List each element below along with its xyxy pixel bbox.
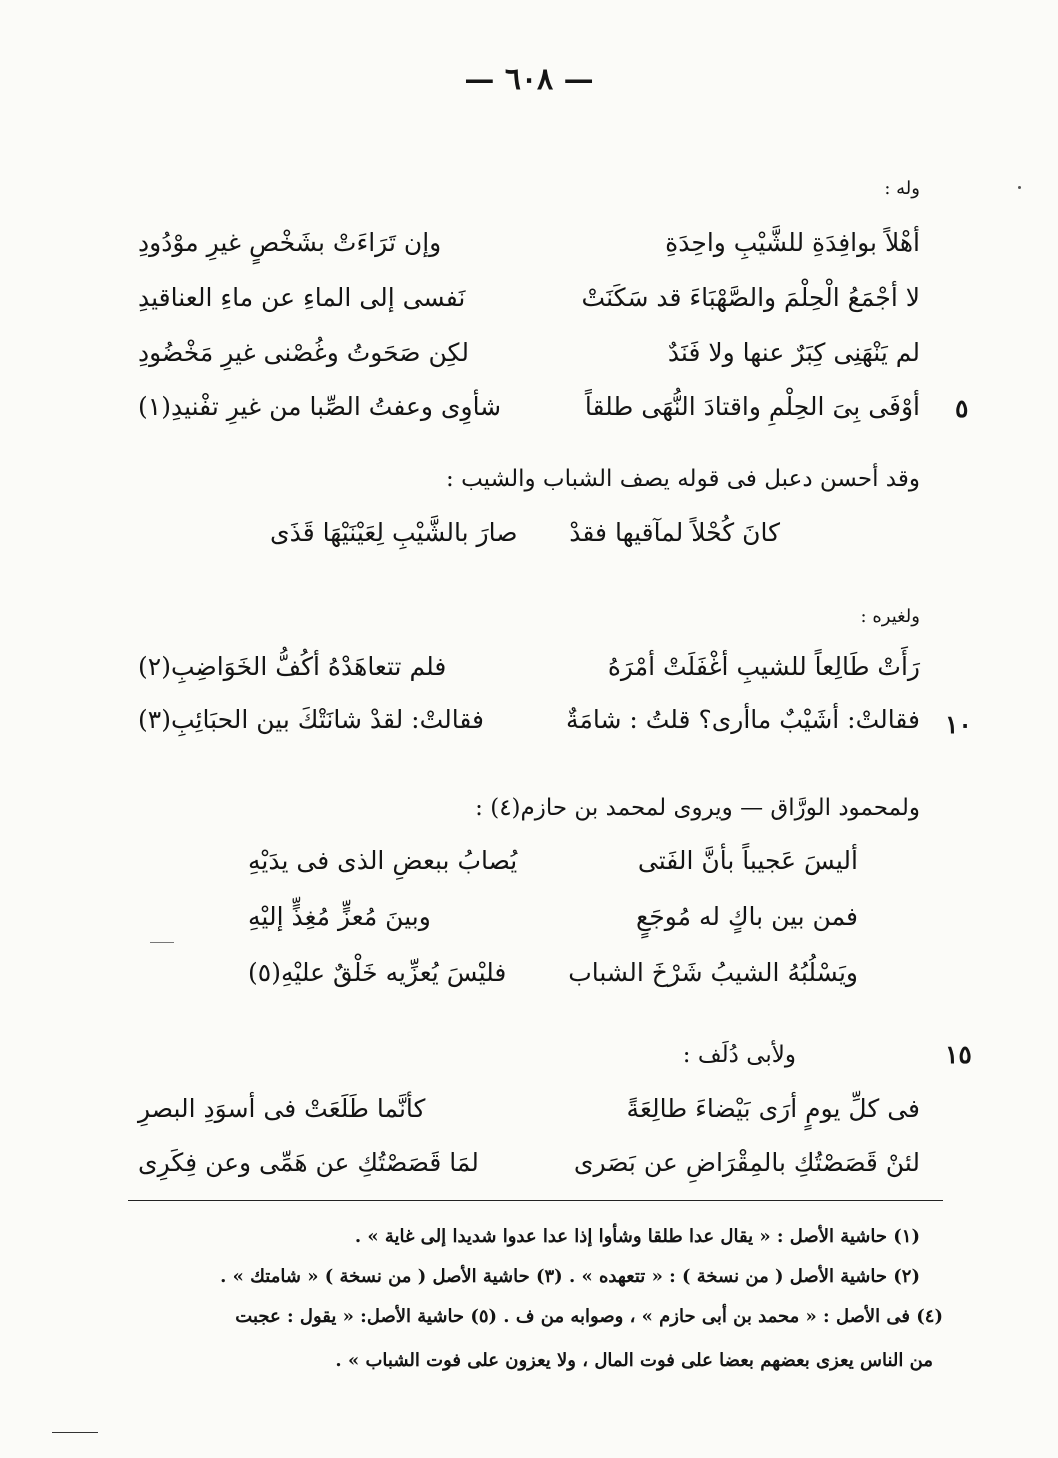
verse-second-hemistich: صارَ بالشَّيْبِ لِعَيْنَيْهَا قَذَى: [270, 518, 518, 547]
verse-line: [270, 518, 780, 547]
verse-first-hemistich: لم يَنْهَنِى كِبَرٌ عنها ولا فَنَدٌ: [667, 338, 920, 367]
verse-second-hemistich: نَفسى إلى الماءِ عن ماءِ العناقيدِ: [138, 283, 466, 312]
footnote: (١) حاشية الأصل : « يقال عدا طلقا وشأوا إذا عدا عدوا شديدا إلى غاية » .: [354, 1226, 920, 1247]
section-heading: وقد أحسن دعبل فى قوله يصف الشباب والشيب :: [446, 466, 920, 492]
verse-second-hemistich: فقالتْ: لقدْ شانَتْكَ بين الحبَائِبِ(٣): [138, 705, 484, 734]
section-heading: وله :: [884, 178, 920, 199]
line-number: ١٥: [945, 1040, 972, 1069]
verse-second-hemistich: وبينَ مُعزٍّ مُغِذٍّ إليْهِ: [248, 902, 431, 931]
verse-line: [138, 705, 920, 734]
verse-second-hemistich: كأنَّما طَلَعَتْ فى أسوَدِ البصرِ: [138, 1094, 426, 1123]
verse-first-hemistich: فمن بين باكٍ له مُوجَعٍ: [635, 902, 858, 931]
verse-second-hemistich: فليْسَ يُعزِّيه خَلْقٌ عليْهِ(٥): [248, 958, 507, 987]
line-number: ٥: [955, 394, 969, 423]
verse-line: [138, 283, 920, 312]
verse-second-hemistich: وإن تَرَاءَتْ بشَخْصٍ غيرِ موْدُودِ: [138, 228, 442, 257]
verse-line: [248, 958, 858, 987]
verse-first-hemistich: كانَ كُحْلاً لمآقيها فقدْ: [569, 518, 780, 547]
verse-second-hemistich: يُصابُ ببعضِ الذى فى يدَيْهِ: [248, 846, 518, 875]
verse-first-hemistich: أهْلاً بوافِدَةِ للشَّيْبِ واحِدَةِ: [665, 228, 920, 257]
verse-first-hemistich: لئنْ قَصَصْتُكِ بالمِقْرَاضِ عن بَصَرى: [573, 1148, 920, 1177]
verse-line: [138, 1094, 920, 1123]
verse-second-hemistich: فلم تتعاهَدْهُ أكُفُّ الخَوَاضِبِ(٢): [138, 652, 447, 681]
footnote-separator: [128, 1200, 943, 1201]
verse-second-hemistich: لكِن صَحَوتُ وغُصْنى غيرِ مَخْضُودِ: [138, 338, 469, 367]
verse-line: [138, 338, 920, 367]
verse-first-hemistich: فقالتْ: أشَيْبٌ ماأرى؟ قلتُ : شامَةٌ: [566, 705, 920, 734]
verse-line: [248, 846, 858, 875]
section-heading: ولغيره :: [860, 606, 920, 627]
verse-first-hemistich: ويَسْلُبُهُ الشيبُ شَرْخَ الشباب: [568, 958, 858, 987]
line-number: ١٠: [945, 710, 972, 739]
footnote: (٤) فى الأصل : « محمد بن أبى حازم » ، وصوابه من ف . (٥) حاشية الأصل: « يقول : عجبت: [235, 1306, 943, 1327]
verse-line: [138, 652, 920, 681]
verse-line: [138, 1148, 920, 1177]
footnote: (٢) حاشية الأصل ( من نسخة ) : « تتعهده » . (٣) حاشية الأصل ( من نسخة ) « شامتك » .: [220, 1266, 920, 1287]
footnote: من الناس يعزى بعضهم بعضا على فوت المال ، ولا يعزون على فوت الشباب » .: [335, 1350, 933, 1371]
verse-first-hemistich: فى كلِّ يومٍ أرَى بَيْضاءَ طالِعَةً: [626, 1094, 920, 1123]
section-heading: ولمحمود الورَّاق — ويروى لمحمد بن حازم(٤) :: [475, 795, 920, 821]
verse-first-hemistich: أوْفَى بِىَ الحِلْمِ واقتادَ النُّهَى طلقاً: [584, 392, 920, 421]
verse-first-hemistich: رَأَتْ طَالِعاً للشيبِ أغْفَلَتْ أمْرَهُ: [607, 652, 920, 681]
margin-rule: [52, 1432, 98, 1433]
section-heading: ولأبى دُلَف :: [682, 1042, 796, 1068]
verse-line: [138, 228, 920, 257]
verse-first-hemistich: أليسَ عَجيباً بأنَّ الفَتى: [637, 846, 858, 875]
page-number: — ٦٠٨ —: [464, 62, 594, 97]
verse-second-hemistich: لمَا قَصَصْتُكِ عن هَمِّى وعن فِكَرِى: [138, 1148, 479, 1177]
stray-mark: [1018, 186, 1021, 189]
verse-second-hemistich: شأوِى وعفتُ الصِّبا من غيرِ تفْنيدِ(١): [138, 392, 502, 421]
verse-line: [138, 392, 920, 421]
verse-line: [248, 902, 858, 931]
verse-first-hemistich: لا أجْمَعُ الْحِلْمَ والصَّهْبَاءَ قد سَكَنَتْ: [581, 283, 920, 312]
stray-mark: [150, 942, 174, 943]
